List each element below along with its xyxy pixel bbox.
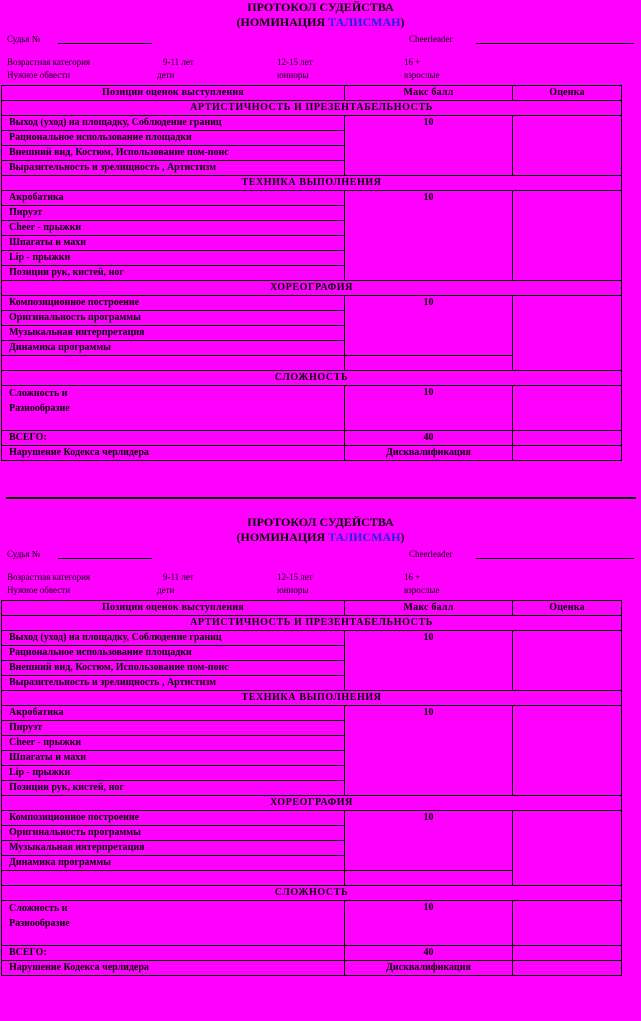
artistry-max-score: 10 (345, 116, 513, 176)
total-label: ВСЕГО: (2, 946, 345, 961)
difficulty-line-2: Разнообразие (9, 918, 70, 929)
difficulty-score-cell[interactable] (513, 386, 622, 431)
judge-number-field[interactable] (58, 558, 152, 559)
technique-score-cell[interactable] (513, 706, 622, 796)
age-group-3[interactable]: 16 + (404, 57, 421, 67)
category-children[interactable]: дети (157, 585, 175, 595)
choreography-score-cell[interactable] (513, 296, 622, 371)
section-choreography-title: ХОРЕОГРАФИЯ (2, 796, 622, 811)
cheerleader-label: Cheerleader (409, 549, 453, 559)
technique-max-score: 10 (345, 191, 513, 281)
col-header-position: Позиции оценок выступления (2, 601, 345, 616)
category-adults[interactable]: взрослые (404, 585, 440, 595)
artistry-score-cell[interactable] (513, 631, 622, 691)
age-group-3[interactable]: 16 + (404, 572, 421, 582)
col-header-max: Макс балл (345, 601, 513, 616)
judge-label: Судья № (7, 549, 41, 559)
total-max-score: 40 (345, 431, 513, 446)
criterion-row: Композиционное построение (2, 811, 345, 826)
age-category-label: Возрастная категория (7, 572, 91, 582)
total-score-cell[interactable] (513, 431, 622, 446)
violation-mark-cell[interactable] (513, 961, 622, 976)
section-artistry-title: АРТИСТИЧНОСТЬ И ПРЕЗЕНТАБЕЛЬНОСТЬ (2, 101, 622, 116)
difficulty-max-score: 10 (345, 901, 513, 946)
disqualification-label: Дисквалификация (345, 446, 513, 461)
criterion-row: Рациональное использование площадки (2, 131, 345, 146)
difficulty-line-1: Сложность и (9, 903, 68, 914)
category-adults[interactable]: взрослые (404, 70, 440, 80)
category-children[interactable]: дети (157, 70, 175, 80)
total-label: ВСЕГО: (2, 431, 345, 446)
criterion-row: Выход (уход) на площадку, Соблюдение границ (2, 116, 345, 131)
criterion-row: Шпагаты и махи (2, 751, 345, 766)
col-header-score: Оценка (513, 86, 622, 101)
difficulty-line-1: Сложность и (9, 388, 68, 399)
category-juniors[interactable]: юниоры (277, 585, 309, 595)
criterion-row: Оригинальность программы (2, 826, 345, 841)
judge-label: Судья № (7, 34, 41, 44)
scoring-table (1, 85, 622, 461)
technique-score-cell[interactable] (513, 191, 622, 281)
criterion-row: Акробатика (2, 706, 345, 721)
criterion-row: Внешний вид, Костюм, Использование пом-понс (2, 661, 345, 676)
criterion-row: Lip - прыжки (2, 251, 345, 266)
choreography-max-score: 10 (345, 296, 513, 356)
empty-row (2, 356, 345, 371)
cheerleader-name-field[interactable] (476, 43, 634, 44)
criterion-row: Внешний вид, Костюм, Использование пом-понс (2, 146, 345, 161)
criterion-row: Динамика программы (2, 856, 345, 871)
cheerleader-label: Cheerleader (409, 34, 453, 44)
section-artistry-title: АРТИСТИЧНОСТЬ И ПРЕЗЕНТАБЕЛЬНОСТЬ (2, 616, 622, 631)
required-objects-label: Нужное обвести (7, 70, 71, 80)
code-violation-label: Нарушение Кодекса черлидера (2, 961, 345, 976)
title-line-1: ПРОТОКОЛ СУДЕЙСТВА (247, 515, 394, 529)
criterion-row: Пируэт (2, 206, 345, 221)
difficulty-criterion (2, 901, 345, 946)
code-violation-label: Нарушение Кодекса черлидера (2, 446, 345, 461)
age-group-1[interactable]: 9-11 лет (163, 572, 194, 582)
criterion-row: Композиционное построение (2, 296, 345, 311)
protocol-title (0, 515, 641, 545)
col-header-score: Оценка (513, 601, 622, 616)
criterion-row: Акробатика (2, 191, 345, 206)
title-line-2 (0, 530, 641, 545)
criterion-row: Выход (уход) на площадку, Соблюдение границ (2, 631, 345, 646)
choreography-score-cell[interactable] (513, 811, 622, 886)
empty-row (2, 871, 345, 886)
section-difficulty-title: СЛОЖНОСТЬ (2, 371, 622, 386)
protocol-title (0, 0, 641, 30)
col-header-max: Макс балл (345, 86, 513, 101)
section-difficulty-title: СЛОЖНОСТЬ (2, 886, 622, 901)
choreography-max-score: 10 (345, 811, 513, 871)
criterion-row: Динамика программы (2, 341, 345, 356)
title-line-1: ПРОТОКОЛ СУДЕЙСТВА (247, 0, 394, 14)
scoring-table (1, 600, 622, 976)
title-prefix: (НОМИНАЦИЯ (236, 15, 329, 29)
empty-cell (345, 871, 513, 886)
difficulty-score-cell[interactable] (513, 901, 622, 946)
col-header-position: Позиции оценок выступления (2, 86, 345, 101)
criterion-row: Музыкальная интерпретация (2, 326, 345, 341)
criterion-row: Cheer - прыжки (2, 736, 345, 751)
cheerleader-name-field[interactable] (476, 558, 634, 559)
criterion-row: Рациональное использование площадки (2, 646, 345, 661)
artistry-max-score: 10 (345, 631, 513, 691)
judge-number-field[interactable] (58, 43, 152, 44)
title-suffix: ) (400, 530, 405, 544)
age-group-2[interactable]: 12-15 лет (277, 57, 313, 67)
criterion-row: Музыкальная интерпретация (2, 841, 345, 856)
criterion-row: Выразительность и зрелищность , Артистизм (2, 676, 345, 691)
criterion-row: Cheer - прыжки (2, 221, 345, 236)
section-technique-title: ТЕХНИКА ВЫПОЛНЕНИЯ (2, 176, 622, 191)
age-group-1[interactable]: 9-11 лет (163, 57, 194, 67)
artistry-score-cell[interactable] (513, 116, 622, 176)
age-group-2[interactable]: 12-15 лет (277, 572, 313, 582)
criterion-row: Lip - прыжки (2, 766, 345, 781)
section-choreography-title: ХОРЕОГРАФИЯ (2, 281, 622, 296)
nomination-name: ТАЛИСМАН (328, 15, 401, 29)
age-category-label: Возрастная категория (7, 57, 91, 67)
technique-max-score: 10 (345, 706, 513, 796)
disqualification-label: Дисквалификация (345, 961, 513, 976)
title-suffix: ) (400, 15, 405, 29)
title-prefix: (НОМИНАЦИЯ (236, 530, 329, 544)
nomination-name: ТАЛИСМАН (328, 530, 401, 544)
difficulty-line-2: Разнообразие (9, 403, 70, 414)
title-line-2 (0, 15, 641, 30)
criterion-row: Пируэт (2, 721, 345, 736)
difficulty-criterion (2, 386, 345, 431)
total-max-score: 40 (345, 946, 513, 961)
section-divider (6, 497, 636, 499)
criterion-row: Позиции рук, кистей, ног (2, 781, 345, 796)
criterion-row: Позиции рук, кистей, ног (2, 266, 345, 281)
category-juniors[interactable]: юниоры (277, 70, 309, 80)
criterion-row: Оригинальность программы (2, 311, 345, 326)
required-objects-label: Нужное обвести (7, 585, 71, 595)
criterion-row: Выразительность и зрелищность , Артистизм (2, 161, 345, 176)
violation-mark-cell[interactable] (513, 446, 622, 461)
total-score-cell[interactable] (513, 946, 622, 961)
empty-cell (345, 356, 513, 371)
criterion-row: Шпагаты и махи (2, 236, 345, 251)
difficulty-max-score: 10 (345, 386, 513, 431)
section-technique-title: ТЕХНИКА ВЫПОЛНЕНИЯ (2, 691, 622, 706)
